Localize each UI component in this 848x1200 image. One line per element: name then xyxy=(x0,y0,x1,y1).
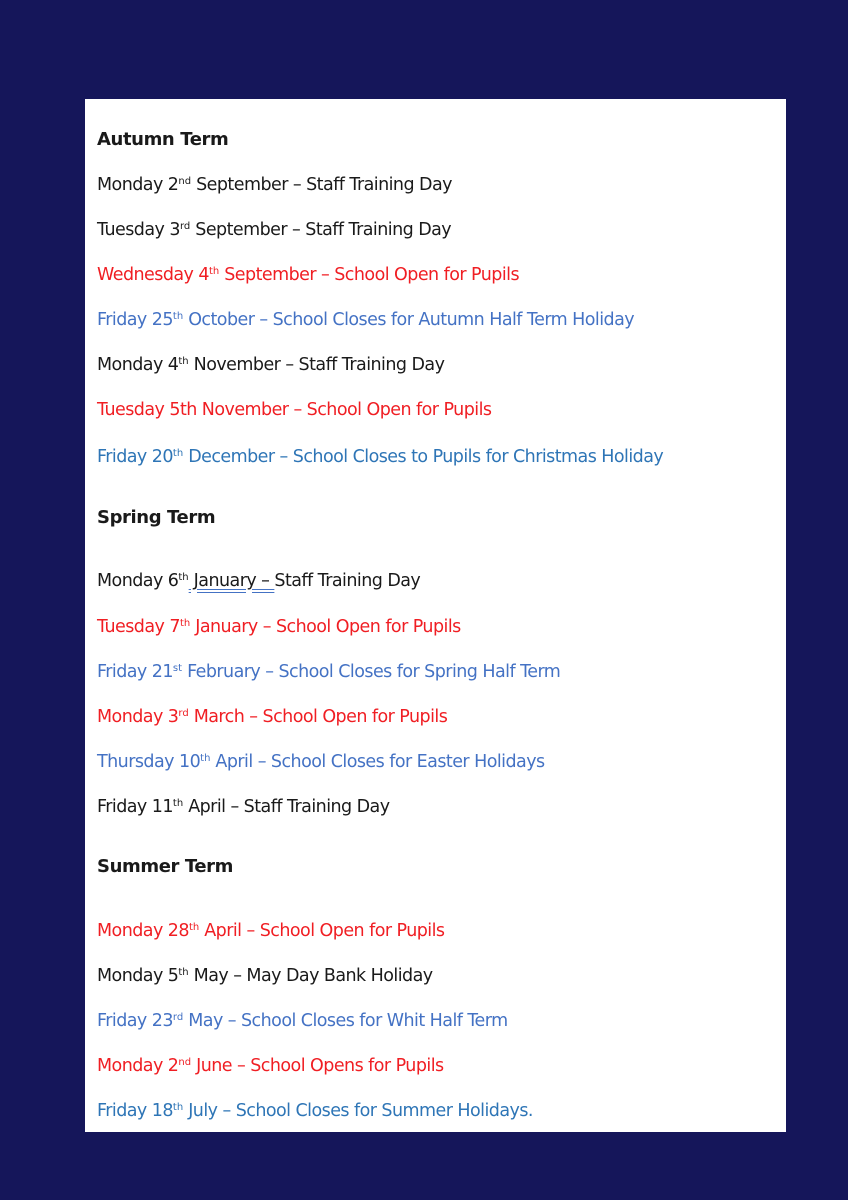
autumn-line-6: Tuesday 5th November – School Open for Pupils xyxy=(97,400,492,420)
event-text: March – School Open for Pupils xyxy=(188,707,448,727)
event-text: December – School Closes to Pupils for Christmas Holiday xyxy=(183,447,664,467)
ordinal-suffix: th xyxy=(172,798,184,809)
autumn-line-4 xyxy=(97,309,634,331)
event-text: September – School Open for Pupils xyxy=(219,265,520,285)
term-dates-sheet xyxy=(85,99,786,1132)
autumn-line-5 xyxy=(97,354,444,376)
date-text: Friday 11 xyxy=(97,797,173,817)
date-text: Friday 21 xyxy=(97,662,173,682)
spring-line-5 xyxy=(97,751,545,773)
autumn-line-1 xyxy=(97,174,452,196)
spring-line-1 xyxy=(97,570,420,592)
date-text: Thursday 10 xyxy=(97,752,201,772)
ordinal-suffix: th xyxy=(172,448,184,459)
date-text: Monday 2 xyxy=(97,175,179,195)
event-text: June – School Opens for Pupils xyxy=(191,1056,444,1076)
ordinal-suffix: nd xyxy=(178,1057,192,1068)
summer-line-5 xyxy=(97,1100,533,1122)
event-text: May – May Day Bank Holiday xyxy=(188,966,433,986)
autumn-line-3 xyxy=(97,264,519,286)
summer-line-4 xyxy=(97,1055,444,1077)
event-text: May – School Closes for Whit Half Term xyxy=(183,1011,508,1031)
event-text: January – School Open for Pupils xyxy=(190,617,461,637)
date-text: Friday 18 xyxy=(97,1101,173,1121)
date-text: Monday 5 xyxy=(97,966,179,986)
ordinal-suffix: rd xyxy=(172,1012,184,1023)
event-text: October – School Closes for Autumn Half Term Holiday xyxy=(183,310,635,330)
event-text: April – Staff Training Day xyxy=(183,797,390,817)
spring-line-3 xyxy=(97,661,560,683)
date-text: Monday 2 xyxy=(97,1056,179,1076)
summer-line-1 xyxy=(97,920,445,942)
date-text: Friday 23 xyxy=(97,1011,173,1031)
ordinal-suffix: th xyxy=(179,618,191,629)
ordinal-suffix: th xyxy=(208,266,220,277)
date-text: Tuesday 7 xyxy=(97,617,180,637)
event-text: September – Staff Training Day xyxy=(191,175,452,195)
underlined-month: January – xyxy=(188,571,275,591)
summer-term-heading: Summer Term xyxy=(97,856,233,877)
date-text: Tuesday 3 xyxy=(97,220,180,240)
ordinal-suffix: th xyxy=(188,922,200,933)
ordinal-suffix: th xyxy=(172,311,184,322)
event-text: April – School Open for Pupils xyxy=(199,921,445,941)
ordinal-suffix: th xyxy=(178,572,189,583)
spring-line-4 xyxy=(97,706,447,728)
ordinal-suffix: th xyxy=(178,967,189,978)
ordinal-suffix: th xyxy=(178,356,189,367)
ordinal-suffix: rd xyxy=(178,708,189,719)
date-text: Friday 20 xyxy=(97,447,173,467)
date-text: Friday 25 xyxy=(97,310,173,330)
spring-line-2 xyxy=(97,616,461,638)
ordinal-suffix: nd xyxy=(178,176,192,187)
spring-term-heading: Spring Term xyxy=(97,507,216,528)
date-text: Monday 28 xyxy=(97,921,189,941)
event-text: April – School Closes for Easter Holidays xyxy=(210,752,545,772)
date-text: Monday 4 xyxy=(97,355,179,375)
autumn-line-2 xyxy=(97,219,451,241)
date-text: Monday 3 xyxy=(97,707,179,727)
event-text: September – Staff Training Day xyxy=(190,220,452,240)
ordinal-suffix: st xyxy=(172,663,183,674)
ordinal-suffix: rd xyxy=(179,221,191,232)
summer-line-2 xyxy=(97,965,433,987)
autumn-term-heading: Autumn Term xyxy=(97,129,229,150)
autumn-line-7 xyxy=(97,446,663,468)
event-text: Staff Training Day xyxy=(274,571,421,591)
event-text: November – Staff Training Day xyxy=(188,355,445,375)
date-text: Monday 6 xyxy=(97,571,179,591)
summer-line-3 xyxy=(97,1010,508,1032)
date-text: Wednesday 4 xyxy=(97,265,209,285)
spring-line-6 xyxy=(97,796,390,818)
event-text: February – School Closes for Spring Half Term xyxy=(182,662,561,682)
ordinal-suffix: th xyxy=(200,753,211,764)
ordinal-suffix: th xyxy=(172,1102,184,1113)
event-text: July – School Closes for Summer Holidays. xyxy=(183,1101,533,1121)
